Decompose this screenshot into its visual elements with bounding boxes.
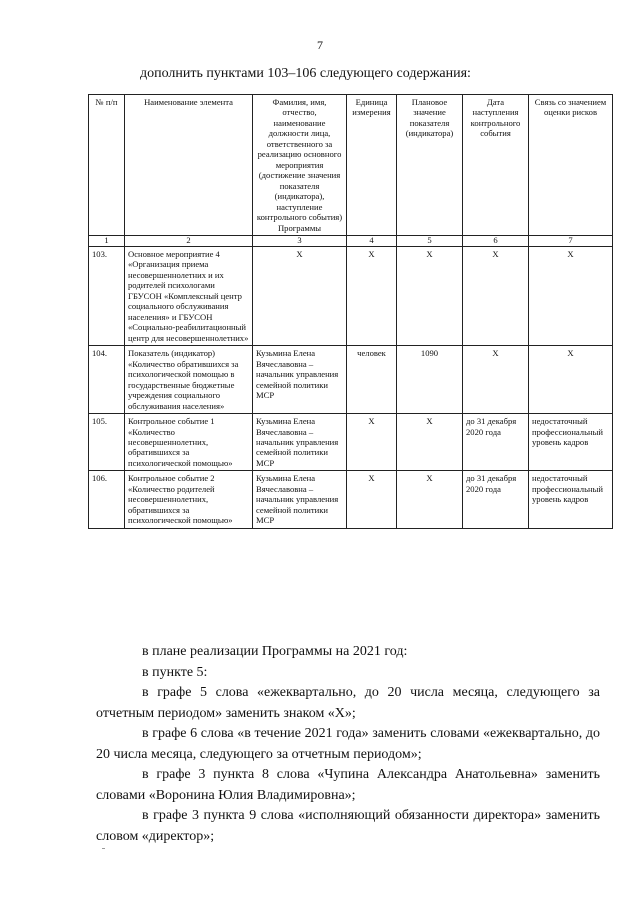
table-index-row	[89, 236, 613, 246]
header-plan-value: Плановое значение показателя (индикатора)	[397, 95, 463, 236]
index-cell: 5	[397, 236, 463, 246]
row-element-name: Контрольное событие 1 «Количество несовершеннолетних, обратившихся за психологической помощью»	[125, 414, 253, 471]
row-plan-value: X	[397, 414, 463, 471]
header-unit: Единица измерения	[347, 95, 397, 236]
row-plan-value: X	[397, 246, 463, 345]
row-responsible: X	[253, 246, 347, 345]
row-number: 104.	[89, 346, 125, 414]
scan-mark	[102, 848, 105, 849]
paragraph: в плане реализации Программы на 2021 год:	[142, 644, 408, 659]
table-row	[89, 471, 613, 528]
row-event-date: до 31 декабря 2020 года	[463, 414, 529, 471]
index-cell: 3	[253, 236, 347, 246]
row-event-date: X	[463, 246, 529, 345]
table-row	[89, 246, 613, 345]
header-risk-link: Связь со значением оценки рисков	[529, 95, 613, 236]
table-row	[89, 346, 613, 414]
row-plan-value: 1090	[397, 346, 463, 414]
row-responsible: Кузьмина Елена Вячеславовна – начальник управления семейной политики МСР	[253, 414, 347, 471]
row-event-date: до 31 декабря 2020 года	[463, 471, 529, 528]
row-event-date: X	[463, 346, 529, 414]
body-text	[96, 642, 600, 847]
index-cell: 7	[529, 236, 613, 246]
paragraph: в графе 5 слова «ежеквартально, до 20 числа месяца, следующего за отчетным периодом» заменить знаком «Х»;	[96, 685, 600, 721]
row-plan-value: X	[397, 471, 463, 528]
row-element-name: Контрольное событие 2 «Количество родителей несовершеннолетних, обратившихся за психологической помощью»	[125, 471, 253, 528]
row-element-name: Основное мероприятие 4 «Организация приема несовершеннолетних и их родителей психологами ГБУСОН «Комплексный центр социального обслуживания населения» и ГБУСОН «Социально-реабилитационный центр для несовершеннолетних»	[125, 246, 253, 345]
table-header-row	[89, 95, 613, 236]
intro-line: дополнить пунктами 103–106 следующего содержания:	[140, 66, 471, 81]
row-responsible: Кузьмина Елена Вячеславовна – начальник управления семейной политики МСР	[253, 471, 347, 528]
row-responsible: Кузьмина Елена Вячеславовна – начальник управления семейной политики МСР	[253, 346, 347, 414]
row-risk-link: X	[529, 346, 613, 414]
row-unit: X	[347, 246, 397, 345]
index-cell: 1	[89, 236, 125, 246]
row-number: 106.	[89, 471, 125, 528]
index-cell: 6	[463, 236, 529, 246]
row-number: 103.	[89, 246, 125, 345]
paragraph: в графе 3 пункта 9 слова «исполняющий обязанности директора» заменить словом «директор»;	[96, 808, 600, 844]
header-responsible: Фамилия, имя, отчество, наименование должности лица, ответственного за реализацию основного мероприятия (достижение значения показателя (индикатора), наступление контрольного события) Программы	[253, 95, 347, 236]
index-cell: 2	[125, 236, 253, 246]
paragraph: в графе 3 пункта 8 слова «Чупина Александра Анатольевна» заменить словами «Воронина Юлия Владимировна»;	[96, 767, 600, 803]
table-row	[89, 414, 613, 471]
row-number: 105.	[89, 414, 125, 471]
index-cell: 4	[347, 236, 397, 246]
row-risk-link: недостаточный профессиональный уровень кадров	[529, 414, 613, 471]
header-event-date: Дата наступления контрольного события	[463, 95, 529, 236]
row-unit: человек	[347, 346, 397, 414]
paragraph: в пункте 5:	[142, 664, 208, 680]
row-unit: X	[347, 471, 397, 528]
header-number: № п/п	[89, 95, 125, 236]
program-table	[88, 94, 613, 529]
paragraph: в графе 6 слова «в течение 2021 года» заменить словами «ежеквартально, до 20 числа месяца, следующего за отчетным периодом»;	[96, 726, 600, 762]
header-element-name: Наименование элемента	[125, 95, 253, 236]
row-element-name: Показатель (индикатор) «Количество обратившихся за психологической помощью в государственные бюджетные учреждения социального обслуживания населения»	[125, 346, 253, 414]
row-risk-link: X	[529, 246, 613, 345]
row-unit: X	[347, 414, 397, 471]
row-risk-link: недостаточный профессиональный уровень кадров	[529, 471, 613, 528]
page-number: 7	[317, 38, 323, 52]
